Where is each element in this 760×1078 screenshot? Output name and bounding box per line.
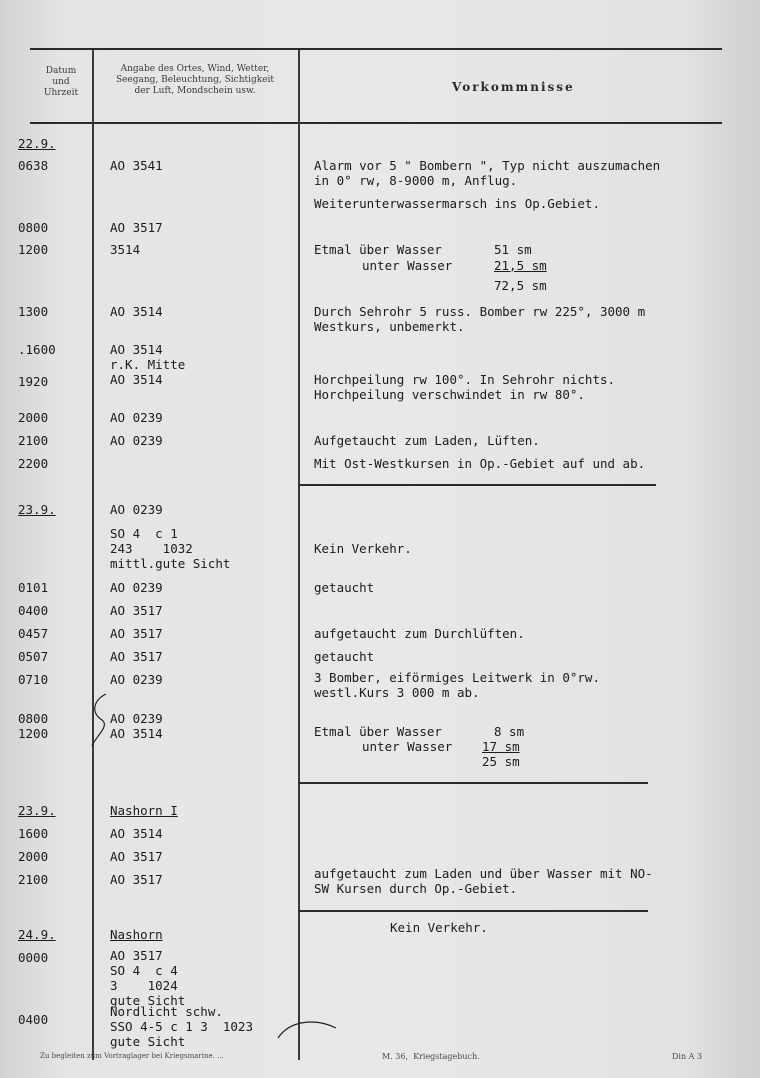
location: AO 3517 [110, 872, 163, 887]
location: AO 0239 [110, 672, 163, 687]
time: 0101 [18, 580, 49, 595]
location: Nashorn I [110, 803, 178, 818]
location: Nashorn [110, 927, 163, 942]
location: AO 3514 [110, 726, 163, 741]
footer-din: Din A 3 [672, 1052, 703, 1061]
event-value: 8 sm [494, 724, 525, 739]
time: 0638 [18, 158, 49, 173]
top-rule [30, 48, 722, 50]
time: 1300 [18, 304, 49, 319]
date-label: 24.9. [18, 927, 56, 942]
location: gute Sicht [110, 1034, 186, 1049]
date-label: 23.9. [18, 502, 56, 517]
event-text: Horchpeilung rw 100°. In Sehrohr nichts. [314, 372, 616, 387]
time: 2000 [18, 410, 49, 425]
event-text: Durch Sehrohr 5 russ. Bomber rw 225°, 3000 m [314, 304, 646, 319]
header-rule [30, 122, 722, 124]
date-label: 23.9. [18, 803, 56, 818]
section-rule [298, 910, 648, 912]
date-label: 22.9. [18, 136, 56, 151]
footer-note: Zu begleiten zum Vortraglager bei Kriegsmarine. ... [40, 1052, 224, 1060]
event-value: 21,5 sm [494, 258, 547, 273]
location: AO 0239 [110, 502, 163, 517]
location: AO 3514 [110, 826, 163, 841]
event-text: Etmal über Wasser [314, 724, 442, 739]
location: gute Sicht [110, 993, 186, 1008]
location: SO 4 c 1 [110, 526, 178, 541]
header-datum: Datum und Uhrzeit [43, 66, 79, 98]
time: 0400 [18, 603, 49, 618]
time: 0800 [18, 711, 49, 726]
event-text: aufgetaucht zum Laden und über Wasser mit NO- [314, 866, 653, 881]
section-rule [298, 782, 648, 784]
event-text: getaucht [314, 649, 375, 664]
event-text: unter Wasser [362, 739, 453, 754]
location: AO 3517 [110, 948, 163, 963]
location: AO 3541 [110, 158, 163, 173]
location: AO 0239 [110, 410, 163, 425]
time: .1600 [18, 342, 56, 357]
location: AO 0239 [110, 580, 163, 595]
location: Nordlicht schw. [110, 1004, 223, 1019]
section-rule [298, 484, 656, 486]
handwritten-mark [88, 690, 118, 750]
time: 2100 [18, 872, 49, 887]
header-angabe: Angabe des Ortes, Wind, Wetter, Seegang, Beleuchtung, Sichtigkeit der Luft, Mondschein usw. [115, 64, 275, 96]
header-vorkommnisse: Vorkommnisse [452, 80, 575, 94]
time: 1600 [18, 826, 49, 841]
location: AO 3514 [110, 304, 163, 319]
time: 0710 [18, 672, 49, 687]
time: 0507 [18, 649, 49, 664]
location: AO 3514 [110, 342, 163, 357]
location: 3 1024 [110, 978, 178, 993]
time: 0000 [18, 950, 49, 965]
location: AO 3517 [110, 849, 163, 864]
event-text: Westkurs, unbemerkt. [314, 319, 465, 334]
location: AO 3517 [110, 603, 163, 618]
location: r.K. Mitte [110, 357, 186, 372]
event-text: aufgetaucht zum Durchlüften. [314, 626, 525, 641]
event-text: Kein Verkehr. [390, 920, 488, 935]
event-value: 25 sm [482, 754, 520, 769]
event-text: Kein Verkehr. [314, 541, 412, 556]
time: 2200 [18, 456, 49, 471]
event-text: 3 Bomber, eiförmiges Leitwerk in 0°rw. [314, 670, 600, 685]
location: AO 0239 [110, 433, 163, 448]
time: 1200 [18, 242, 49, 257]
time: 1920 [18, 374, 49, 389]
location: 243 1032 [110, 541, 193, 556]
time: 0800 [18, 220, 49, 235]
location: SSO 4-5 c 1 3 1023 [110, 1019, 253, 1034]
event-text: Weiterunterwassermarsch ins Op.Gebiet. [314, 196, 600, 211]
location: SO 4 c 4 [110, 963, 178, 978]
event-text: westl.Kurs 3 000 m ab. [314, 685, 480, 700]
time: 0457 [18, 626, 49, 641]
location: AO 3517 [110, 626, 163, 641]
event-value: 51 sm [494, 242, 532, 257]
event-text: unter Wasser [362, 258, 453, 273]
location: AO 3514 [110, 372, 163, 387]
event-value: 72,5 sm [494, 278, 547, 293]
time: 2000 [18, 849, 49, 864]
handwritten-mark [276, 1016, 340, 1046]
event-text: SW Kursen durch Op.-Gebiet. [314, 881, 518, 896]
time: 1200 [18, 726, 49, 741]
col-divider-2 [298, 50, 300, 1060]
location: 3514 [110, 242, 141, 257]
location: AO 0239 [110, 711, 163, 726]
location: AO 3517 [110, 649, 163, 664]
time: 2100 [18, 433, 49, 448]
location: AO 3517 [110, 220, 163, 235]
event-text: Mit Ost-Westkursen in Op.-Gebiet auf und ab. [314, 456, 646, 471]
footer-form: M. 36, Kriegstagebuch. [382, 1052, 480, 1061]
event-text: Aufgetaucht zum Laden, Lüften. [314, 433, 540, 448]
event-text: Horchpeilung verschwindet in rw 80°. [314, 387, 585, 402]
time: 0400 [18, 1012, 49, 1027]
col-divider-1 [92, 50, 94, 1060]
event-value: 17 sm [482, 739, 520, 754]
event-text: Etmal über Wasser [314, 242, 442, 257]
event-text: Alarm vor 5 " Bombern ", Typ nicht auszumachen [314, 158, 661, 173]
event-text: getaucht [314, 580, 375, 595]
event-text: in 0° rw, 8-9000 m, Anflug. [314, 173, 518, 188]
location: mittl.gute Sicht [110, 556, 231, 571]
